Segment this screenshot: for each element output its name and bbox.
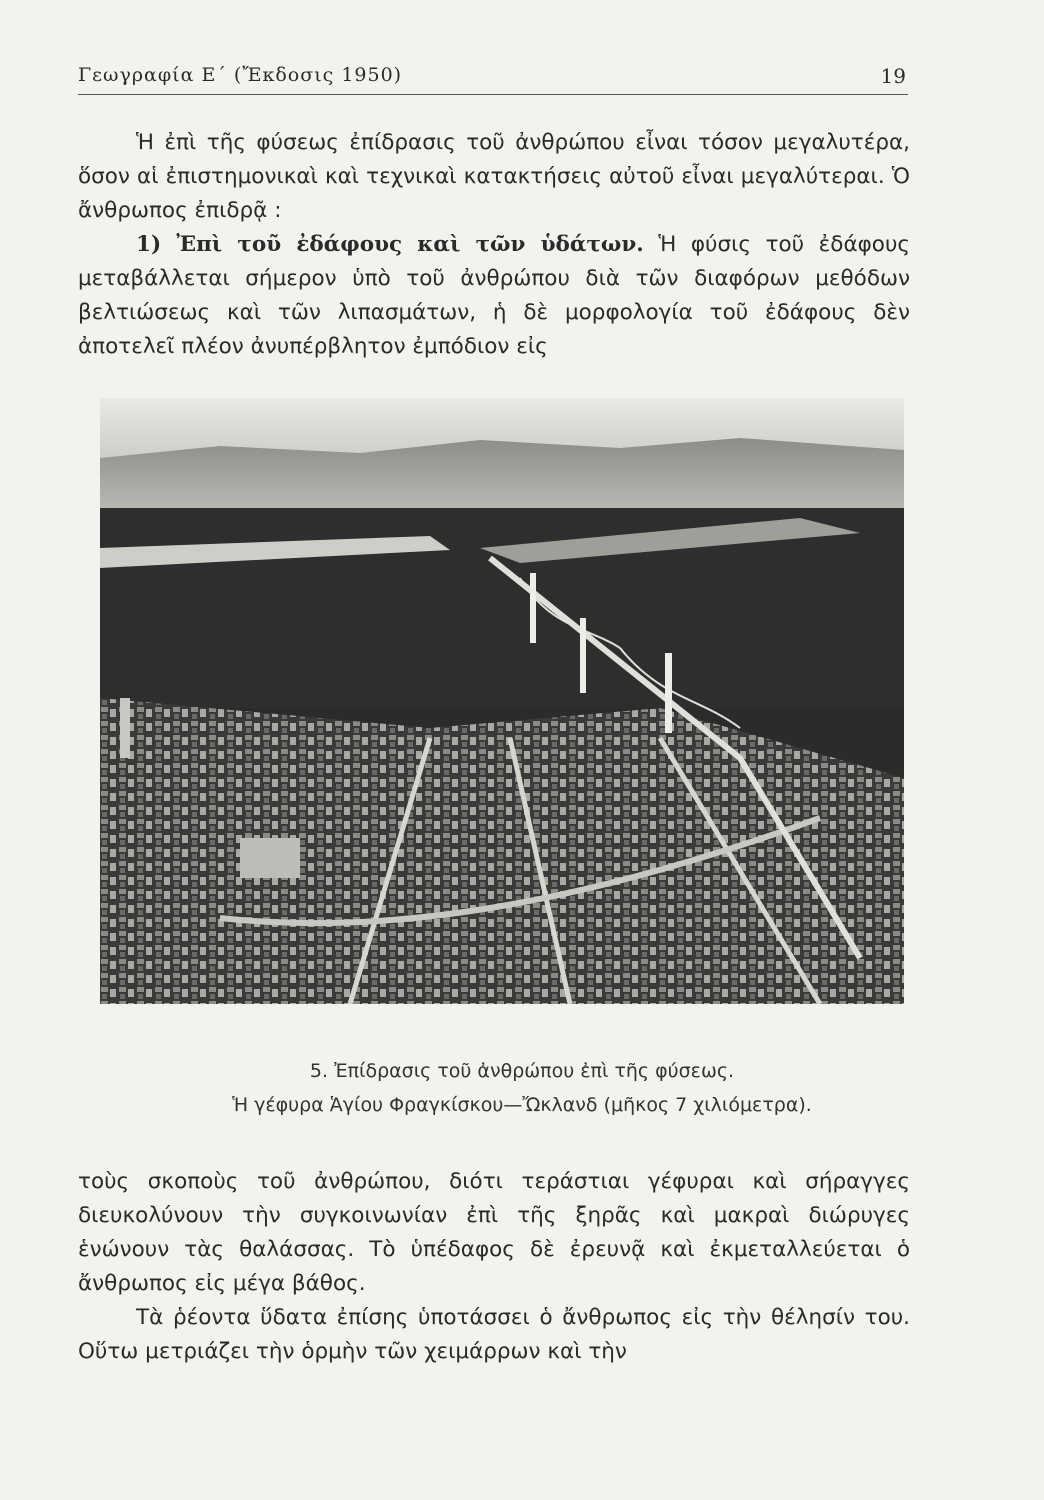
bridge-tower-3 <box>665 653 672 733</box>
bridge-tower-1 <box>530 573 536 643</box>
section-heading: 1) Ἐπὶ τοῦ ἐδάφους καὶ τῶν ὑδάτων. <box>136 232 644 257</box>
top-text-block <box>78 126 910 364</box>
page-header <box>78 62 908 95</box>
paragraph-soil-text: Ἡ φύσις τοῦ ἐδάφους μεταβάλλεται σήμερον ὑπὸ τοῦ ἀνθρώπου διὰ τῶν διαφόρων μεθόδων βελτιώσεως καὶ τῶν λιπασμάτων, ἡ δὲ μορφολογία τοῦ ἐδάφους δὲν ἀποτελεῖ πλέον ἀνυπέρβλητον ἐμπόδιον εἰς <box>78 232 911 359</box>
running-title: Γεωγραφία Ε΄ (Ἔκδοσις 1950) <box>78 64 403 86</box>
city-blocks <box>100 698 904 1004</box>
city-building <box>240 838 300 878</box>
page-number: 19 <box>880 64 906 88</box>
paragraph-continuation: τοὺς σκοποὺς τοῦ ἀνθρώπου, διότι τεράστιαι γέφυραι καὶ σήραγγες διευκολύνουν τὴν συγκοινωνίαν ἐπὶ τῆς ξηρᾶς καὶ μακραὶ διώρυγες ἑνώνουν τὰς θαλάσσας. Τὸ ὑπέδαφος δὲ ἐρευνᾷ καὶ ἐκμεταλλεύεται ὁ ἄνθρωπος εἰς μέγα βάθος. <box>78 1169 910 1296</box>
bottom-text-block <box>78 1165 910 1369</box>
paragraph-intro: Ἡ ἐπὶ τῆς φύσεως ἐπίδρασις τοῦ ἀνθρώπου εἶναι τόσον μεγαλυτέρα, ὅσον αἱ ἐπιστημονικαὶ καὶ τεχνικαὶ κατακτήσεις αὐτοῦ εἶναι μεγαλύτεραι. Ὁ ἄνθρωπος ἐπιδρᾷ : <box>78 130 910 223</box>
bridge-aerial-illustration <box>100 398 904 1004</box>
figure-caption-number: 5. Ἐπίδρασις τοῦ ἀνθρώπου ἐπὶ τῆς φύσεως. <box>309 1060 735 1082</box>
paragraph-soil-and-waters <box>78 228 910 364</box>
figure-caption-description: Ἡ γέφυρα Ἁγίου Φραγκίσκου—Ὤκλανδ (μῆκος 7 χιλιόμετρα). <box>232 1094 812 1116</box>
bridge-photograph <box>100 398 904 1004</box>
far-hills <box>100 438 904 518</box>
paragraph-waters: Τὰ ῥέοντα ὕδατα ἐπίσης ὑποτάσσει ὁ ἄνθρωπος εἰς τὴν θέλησίν του. Οὕτω μετριάζει τὴν ὁρμὴν τῶν χειμάρρων καὶ τὴν <box>78 1305 910 1364</box>
bridge-tower-2 <box>580 618 586 693</box>
city-tower <box>120 698 130 758</box>
